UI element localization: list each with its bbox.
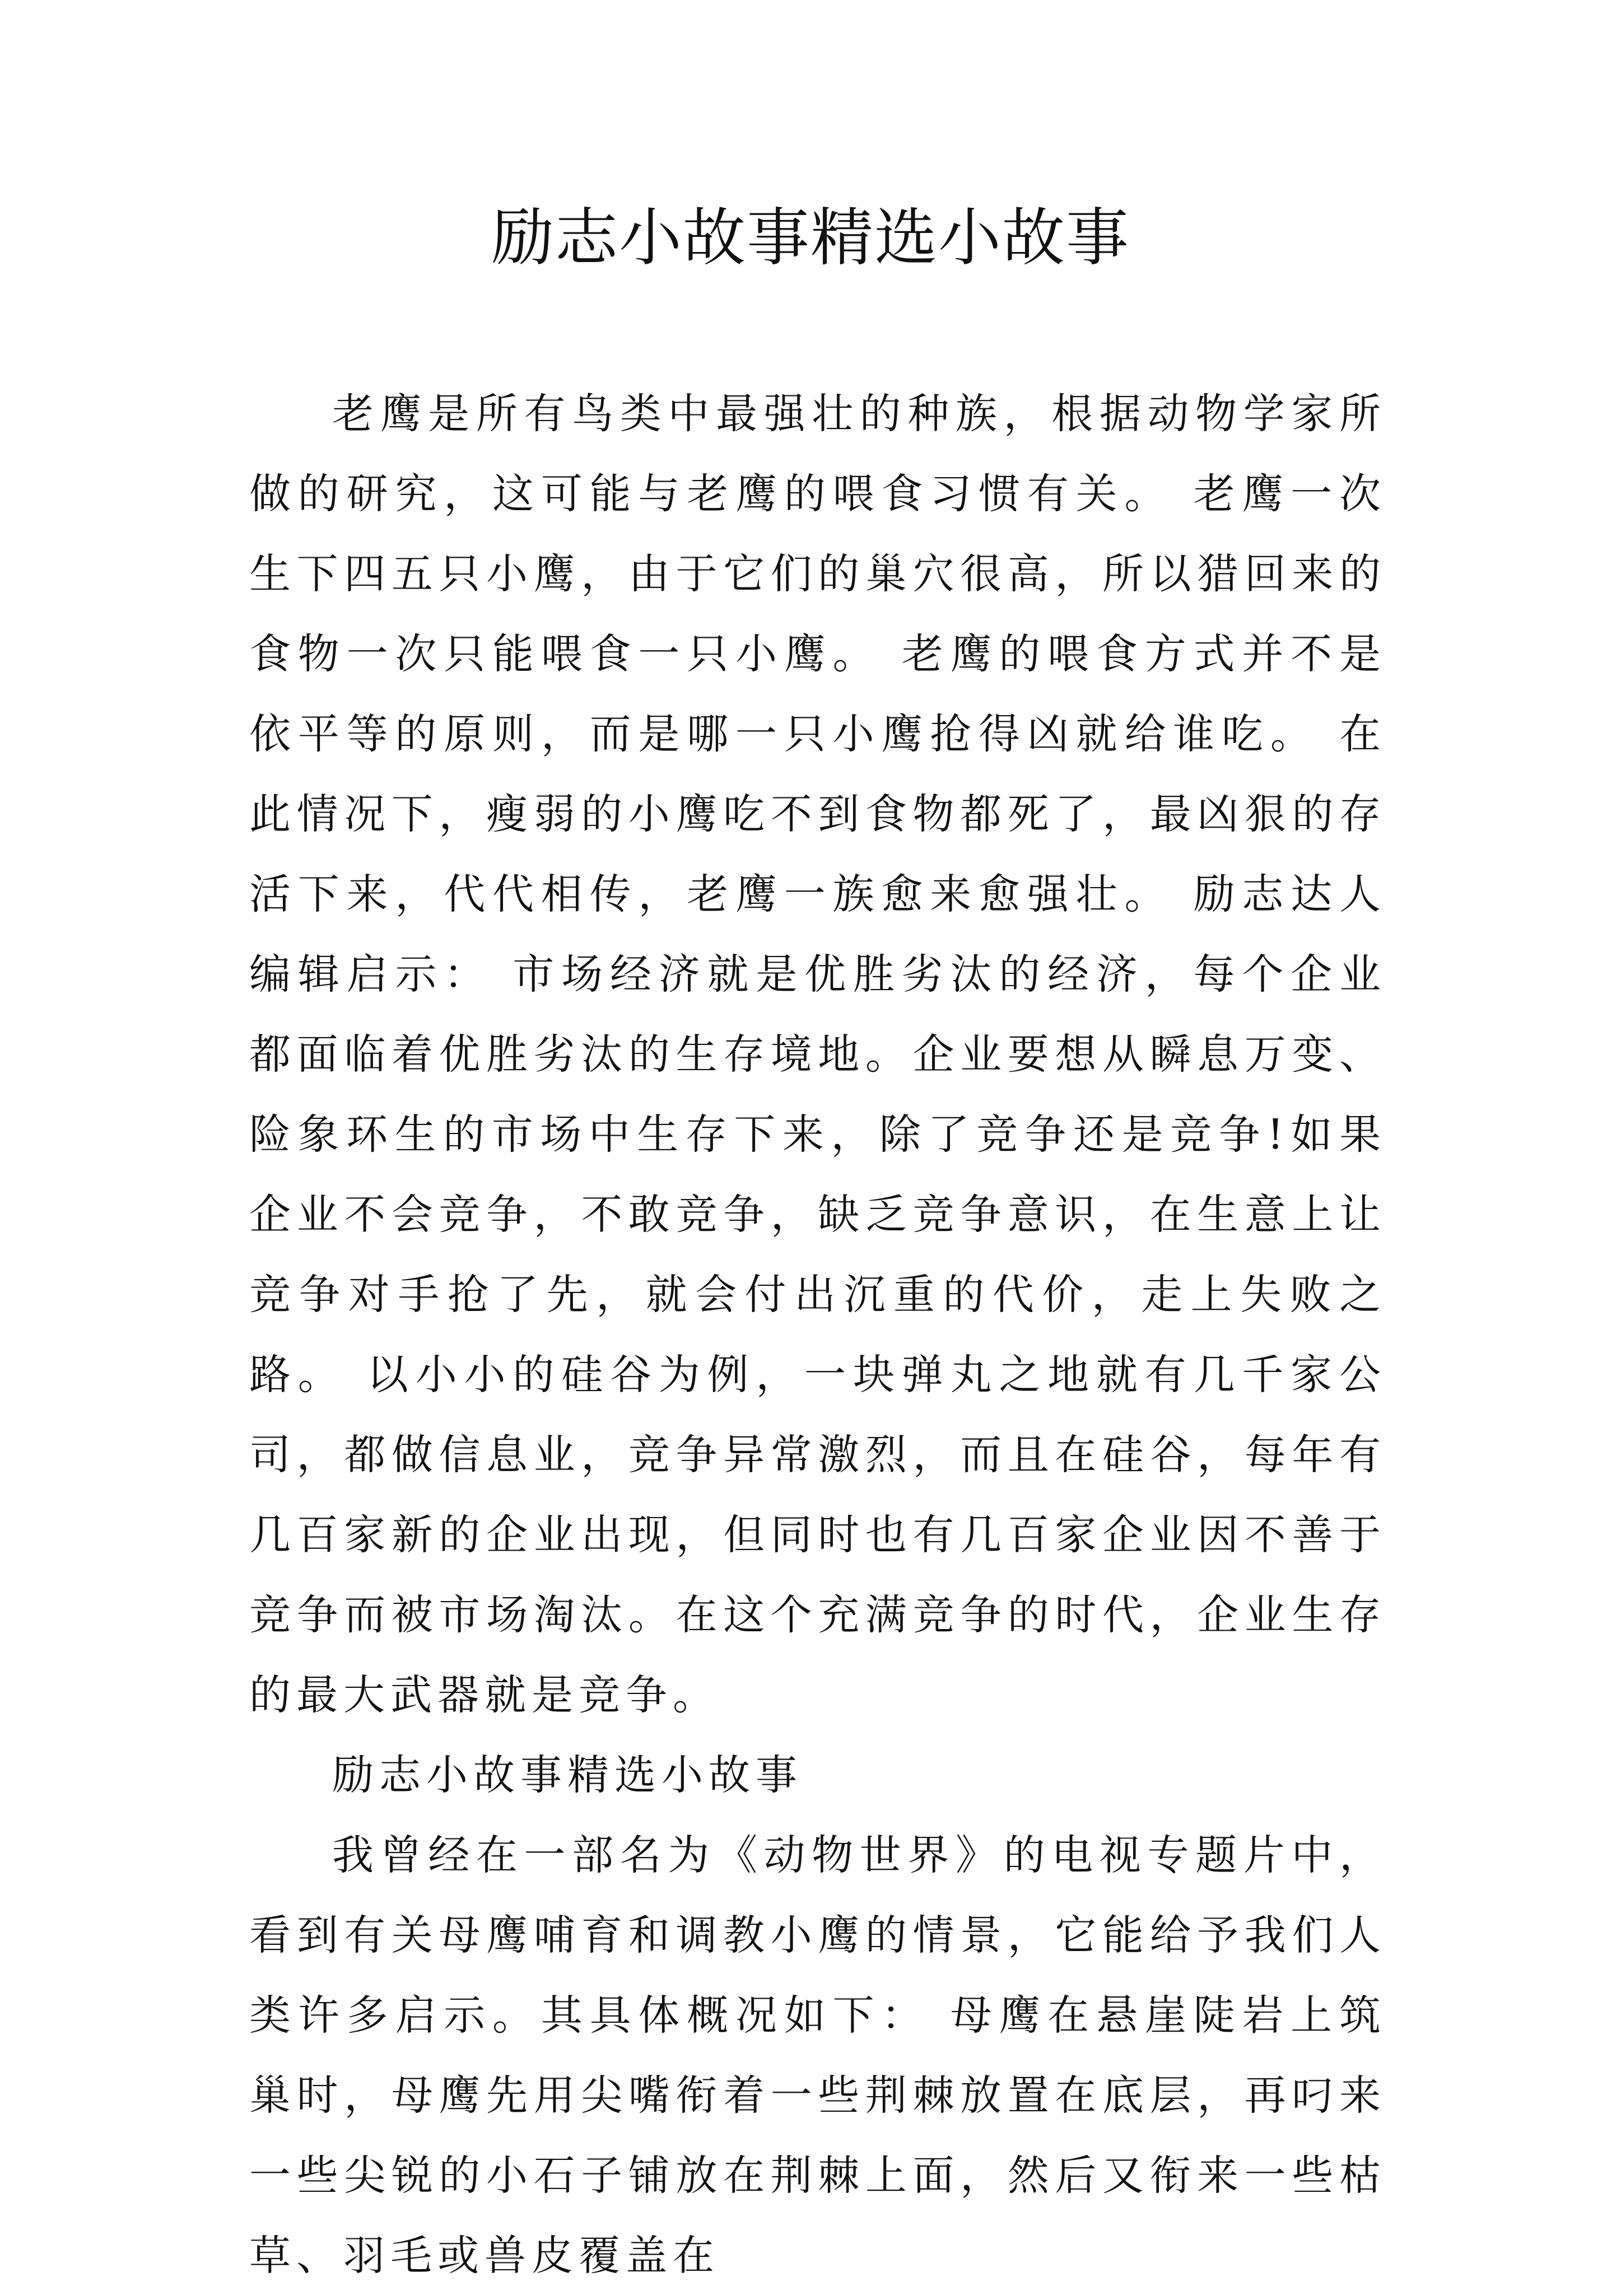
paragraph-1: 老鹰是所有鸟类中最强壮的种族，根据动物学家所做的研究，这可能与老鹰的喂食习惯有关。 老鹰一次生下四五只小鹰，由于它们的巢穴很高，所以猎回来的食物一次只能喂食一只小鹰。 老鹰的喂食方式并不是依平等的原则，而是哪一只小鹰抢得凶就给谁吃。 在此情况下，瘦弱的小鹰吃不到食物都死了，最凶狠的存活下来，代代相传，老鹰一族愈来愈强壮。 励志达人编辑启示： 市场经济就是优胜劣汰的经济，每个企业都面临着优胜劣汰的生存境地。企业要想从瞬息万变、险象环生的市场中生存下来，除了竞争还是竞争!如果企业不会竞争，不敢竞争，缺乏竞争意识，在生意上让竞争对手抢了先，就会付出沉重的代价，走上失败之路。 以小小的硅谷为例，一块弹丸之地就有几千家公司，都做信息业，竞争异常激烈，而且在硅谷，每年有几百家新的企业出现，但同时也有几百家企业因不善于竞争而被市场淘汰。在这个充满竞争的时代，企业生存的最大武器就是竞争。 (249, 390, 1386, 1719)
document-body-upper (249, 374, 1386, 2296)
paragraph-2-heading: 励志小故事精选小故事 (332, 1751, 803, 1799)
paragraph-3: 我曾经在一部名为《动物世界》的电视专题片中，看到有关母鹰哺育和调教小鹰的情景，它能给予我们人类许多启示。其具体概况如下： 母鹰在悬崖陡岩上筑巢时，母鹰先用尖嘴衔着一些荆棘放置在底层，再叼来一些尖锐的小石子铺放在荆棘上面，然后又衔来一些枯草、羽毛或兽皮覆盖在 (249, 1831, 1386, 2280)
document-title: 励志小故事精选小故事 (491, 202, 1130, 274)
